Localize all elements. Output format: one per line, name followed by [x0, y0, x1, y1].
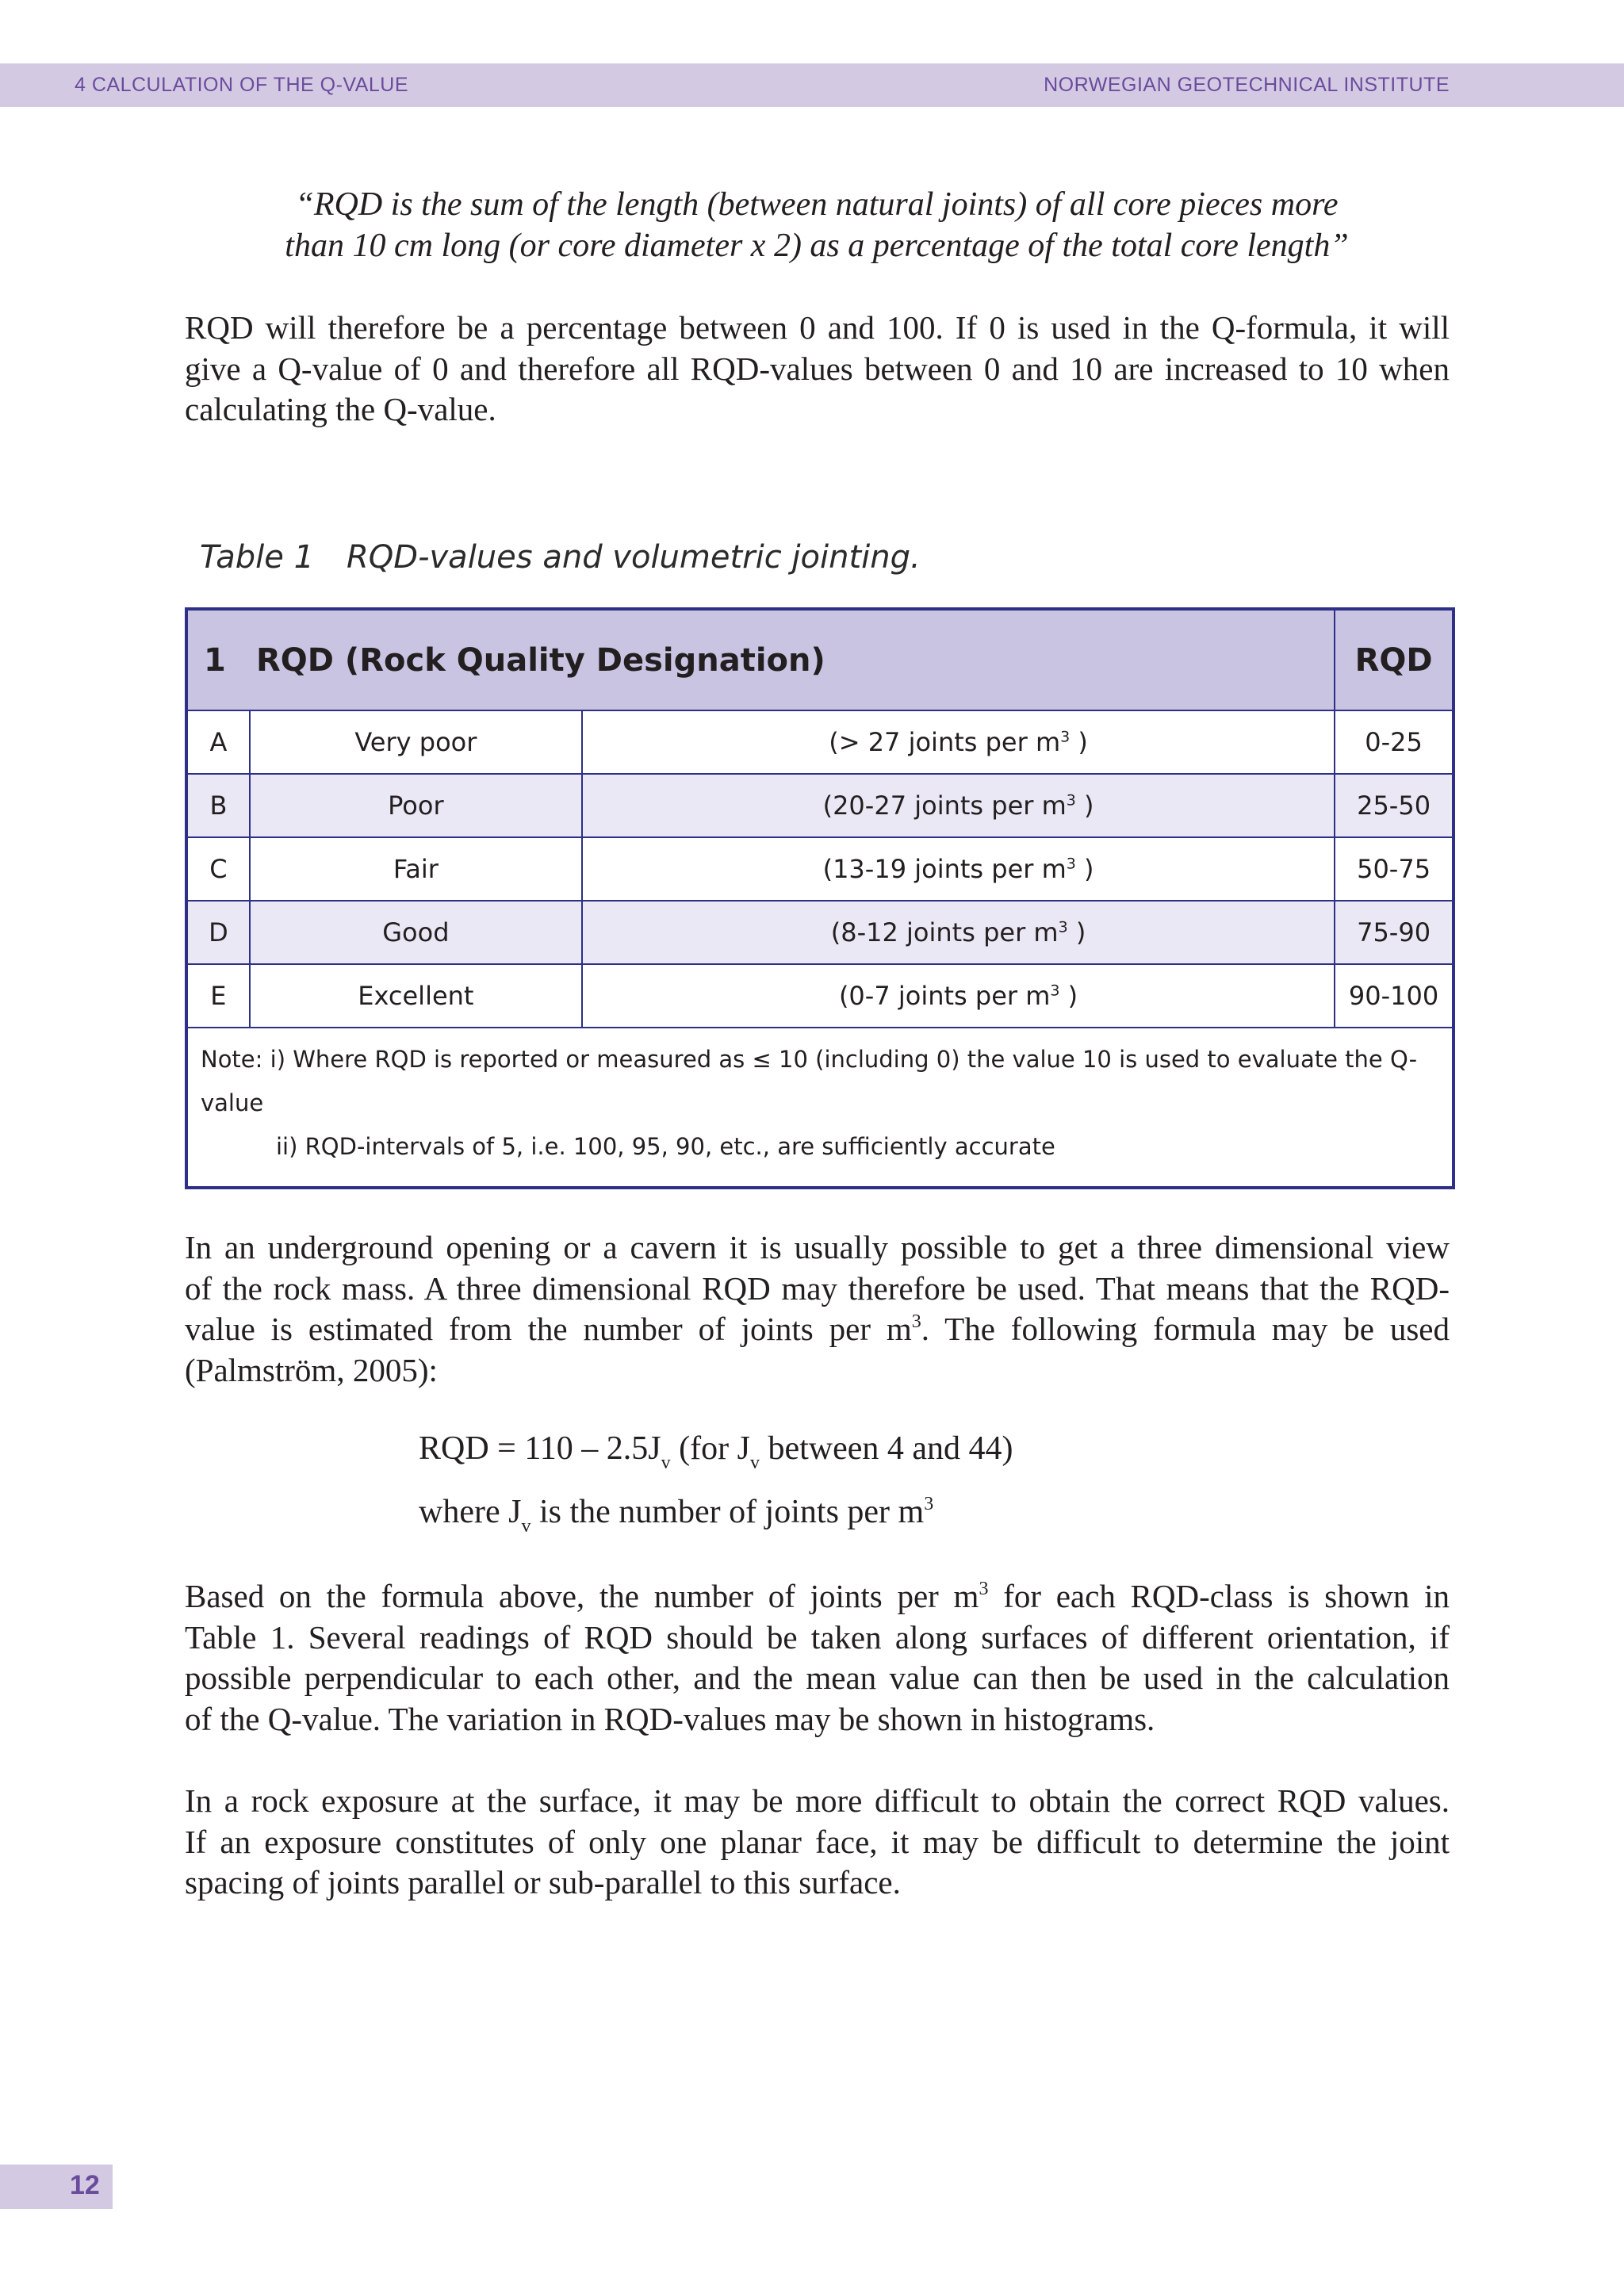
paragraph-3d-rqd — [185, 1227, 1450, 1391]
table-row — [186, 964, 1454, 1028]
quote-line: than 10 cm long (or core diameter x 2) as a percentage of the total core length” — [285, 228, 1349, 264]
table-note-row — [186, 1028, 1454, 1188]
formula-explanation: where $J_v$ is the number of joints per $m^3$ — [419, 1494, 934, 1537]
table-note — [186, 1028, 1454, 1188]
row-joints: (> 27 joints per $m^3$ ) — [582, 710, 1335, 774]
text-line: spacing of joints parallel or sub-parallel to this surface. — [185, 1864, 901, 1901]
row-quality: Fair — [250, 837, 582, 901]
text-line: possible perpendicular to each other, and the mean value can then be used in the calculation — [185, 1659, 1450, 1696]
note-line-2: ii) RQD-intervals of 5, i.e. 100, 95, 90, etc., are sufficiently accurate — [276, 1133, 1055, 1160]
note-line-1: Note: i) Where RQD is reported or measured as ≤ 10 (including 0) the value 10 is used to evaluate the Q-value — [201, 1046, 1418, 1116]
text-line: In an underground opening or a cavern it is usually possible to get a three dimensional view — [185, 1229, 1450, 1265]
paragraph-rqd-readings — [185, 1576, 1450, 1740]
table-row — [186, 837, 1454, 901]
row-quality: Very poor — [250, 710, 582, 774]
table-header-rqd: RQD — [1335, 609, 1454, 710]
row-letter: C — [186, 837, 250, 901]
page-number: 12 — [70, 2170, 100, 2200]
table-header-label: RQD (Rock Quality Designation) — [256, 641, 825, 679]
row-joints: (13-19 joints per $m^3$ ) — [582, 837, 1335, 901]
row-rqd: 75-90 — [1335, 901, 1454, 964]
row-letter: A — [186, 710, 250, 774]
row-quality: Poor — [250, 774, 582, 837]
row-rqd: 0-25 — [1335, 710, 1454, 774]
text-line: give a Q-value of 0 and therefore all RQD-values between 0 and 10 are increased to 10 when — [185, 350, 1450, 387]
table-row — [186, 710, 1454, 774]
text-line: value is estimated from the number of joints per $m^3$. The following formula may be used — [185, 1311, 1450, 1347]
chapter-title: 4 CALCULATION OF THE Q-VALUE — [75, 74, 409, 96]
table-caption-title: RQD-values and volumetric jointing. — [347, 539, 921, 576]
text-line: calculating the Q-value. — [185, 391, 496, 427]
row-letter: B — [186, 774, 250, 837]
quote-line: “RQD is the sum of the length (between natural joints) of all core pieces more — [295, 186, 1339, 223]
row-rqd: 25-50 — [1335, 774, 1454, 837]
table-row — [186, 901, 1454, 964]
row-joints: (8-12 joints per $m^3$ ) — [582, 901, 1335, 964]
table-header-row — [186, 609, 1454, 710]
paragraph-surface-exposure — [185, 1781, 1450, 1904]
paragraph-rqd-range — [185, 308, 1450, 431]
table-row — [186, 774, 1454, 837]
text-line: RQD will therefore be a percentage between 0 and 100. If 0 is used in the Q-formula, it will — [185, 309, 1450, 346]
row-joints: (20-27 joints per $m^3$ ) — [582, 774, 1335, 837]
row-letter: E — [186, 964, 250, 1028]
row-rqd: 90-100 — [1335, 964, 1454, 1028]
rqd-table — [185, 607, 1455, 1189]
table-header-title — [186, 609, 1335, 710]
text-line: Table 1. Several readings of RQD should be taken along surfaces of different orientation, if — [185, 1618, 1450, 1656]
rqd-formula: RQD = $110 - 2.5J_v$ (for $J_v$ between 4 and 44) — [419, 1430, 1013, 1473]
text-line: (Palmström, 2005): — [185, 1351, 438, 1388]
text-line: In a rock exposure at the surface, it may be more difficult to obtain the correct RQD values. — [185, 1782, 1450, 1819]
text-line: of the Q-value. The variation in RQD-values may be shown in histograms. — [185, 1700, 1155, 1737]
row-rqd: 50-75 — [1335, 837, 1454, 901]
table-caption-number: Table 1 — [200, 539, 315, 576]
row-quality: Excellent — [250, 964, 582, 1028]
table-header-number: 1 — [204, 641, 226, 679]
table-caption — [200, 539, 921, 576]
rqd-definition-quote — [254, 184, 1380, 266]
row-quality: Good — [250, 901, 582, 964]
row-letter: D — [186, 901, 250, 964]
row-joints: (0-7 joints per $m^3$ ) — [582, 964, 1335, 1028]
text-line: Based on the formula above, the number of joints per $m^3$ for each RQD-class is shown in — [185, 1578, 1450, 1614]
text-line: If an exposure constitutes of only one planar face, it may be difficult to determine the joint — [185, 1823, 1450, 1860]
text-line: of the rock mass. A three dimensional RQD may therefore be used. That means that the RQD- — [185, 1269, 1450, 1307]
institute-name: NORWEGIAN GEOTECHNICAL INSTITUTE — [1044, 74, 1450, 96]
